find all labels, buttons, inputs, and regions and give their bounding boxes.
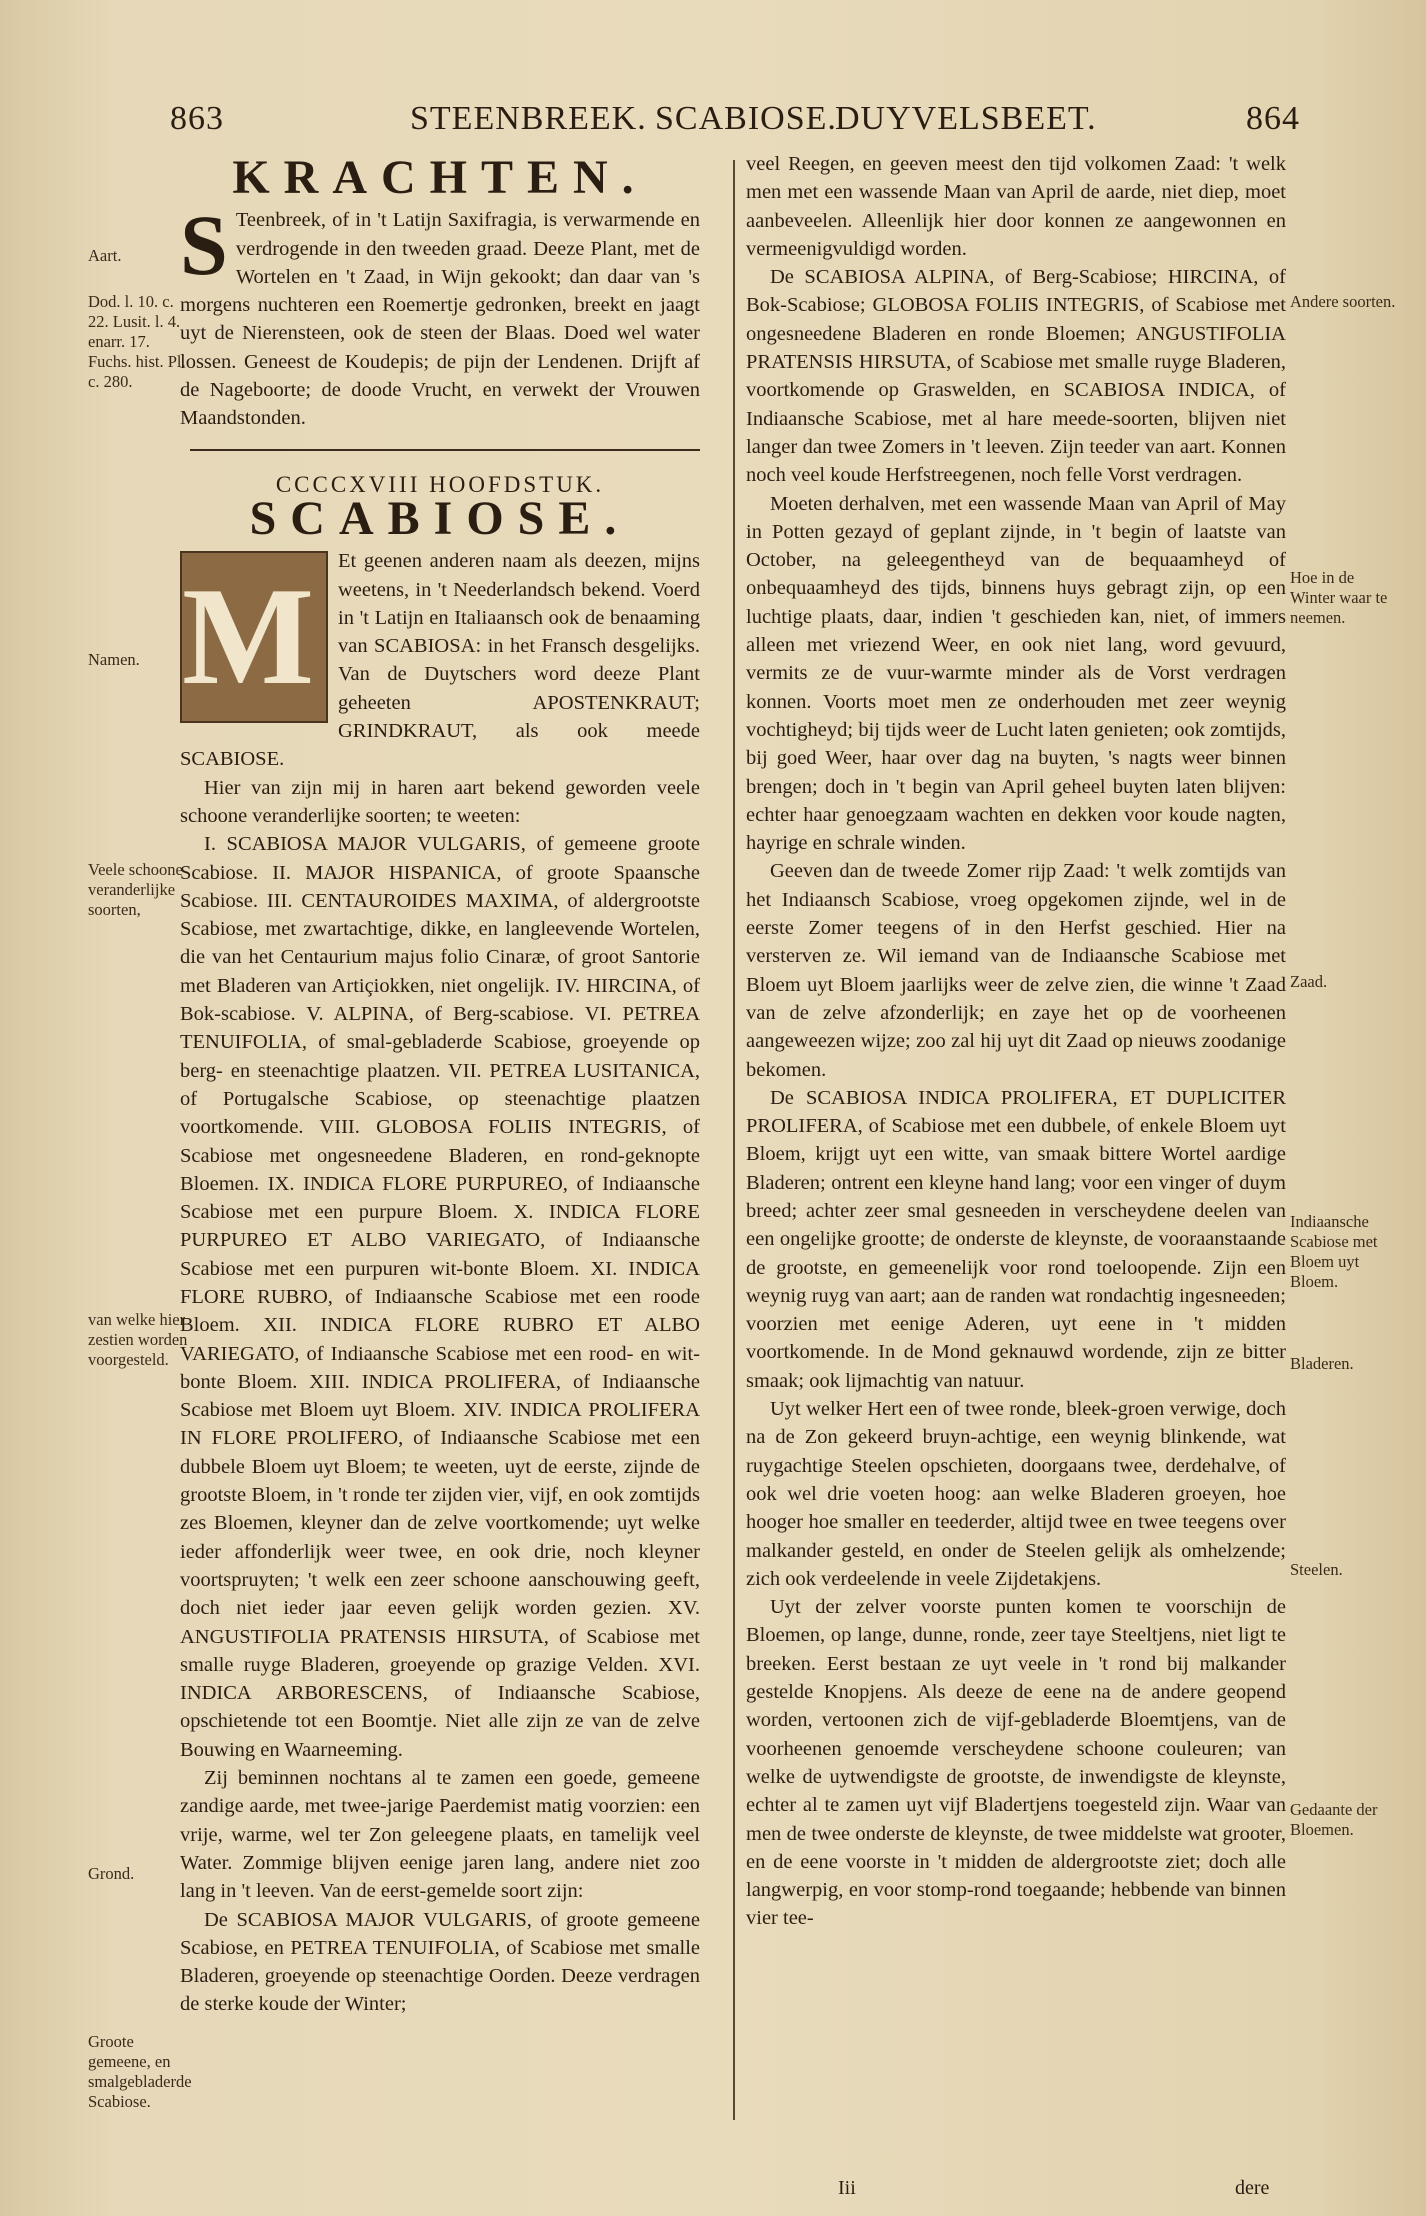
margin-note-van-welke: van welke hier zestien worden voorgesteld. <box>88 1310 188 1369</box>
margin-note-groote-gemeene: Groote gemeene, en smalgebladerde Scabiose. <box>88 2032 192 2111</box>
margin-note-hoe-in-de-winter: Hoe in de Winter waar te neemen. <box>1290 568 1388 627</box>
margin-note-zaad: Zaad. <box>1290 972 1328 991</box>
margin-note-aart: Aart. <box>88 246 122 265</box>
scabiose-paragraph-grond: Zij beminnen nochtans al te zamen een goede, gemeene zandige aarde, met twee-jarige Paerdemist matig voorzien: een vrije, warme, wel ter Zon geleegene plaats, en tamelijk veel Water. Zommige blijven eenige jaren lang, andere niet zoo lang in 't leeven. Van de eerst-gemelde soort zijn: <box>180 1767 700 1903</box>
krachten-heading: KRACHTEN. <box>232 151 648 204</box>
left-column <box>180 151 700 2019</box>
header-title-scabiose: SCABIOSE. <box>655 100 837 137</box>
running-header <box>170 100 1300 150</box>
margin-note-references: Dod. l. 10. c. 22. Lusit. l. 4. enarr. 17. Fuchs. hist. Pl. c. 280. <box>88 292 186 391</box>
scabiose-species-list: I. SCABIOSA MAJOR VULGARIS, of gemeene groote Scabiose. II. MAJOR HISPANICA, of groote Spaansche Scabiose. III. CENTAUROIDES MAXIMA, of aldergrootste Scabiose, met zwartachtige, dikke, en langleevende Wortelen, die van het Centaurium majus folio Cinaræ, of groot Santorie met Bladeren van Artiçiokken, niet ongelijk. IV. HIRCINA, of Bok-scabiose. V. ALPINA, of Berg-scabiose. VI. PETREA TENUIFOLIA, of smal-gebladerde Scabiose, groeyende op berg- en steenachtige plaatzen. VII. PETREA LUSITANICA, of Portugalsche Scabiose, op steenachtige plaatzen voortkomende. VIII. GLOBOSA FOLIIS INTEGRIS, of Scabiose met ongesneedene Bladeren, en rond-geknopte Bloemen. IX. INDICA FLORE PURPUREO, of Indiaansche Scabiose met een purpure Bloem. X. INDICA FLORE PURPUREO ET ALBO VARIEGATO, of Indiaansche Scabiose met een purpuren wit-bonte Bloem. XI. INDICA FLORE RUBRO, of Indiaansche Scabiose met een roode Bloem. XII. INDICA FLORE RUBRO ET ALBO VARIEGATO, of Indiaansche Scabiose met een rood- en wit-bonte Bloem. XIII. INDICA PROLIFERA, of Indiaansche Scabiose met Bloem uyt Bloem. XIV. INDICA PROLIFERA IN FLORE PROLIFERO, of Indiaansche Scabiose met een dubbele Bloem uyt Bloem; te weeten, uyt de eerste, zijnde de grootste Bloem, in 't ronde ter zijden vier, vijf, en ook zomtijds zes Bloemen, kleyner dan de zelve voortkomende; uyt welke ieder affonderlijk weer twee, en ook drie, noch kleyner voortspruyten; 't welk een zeer schoone aanschouwing geeft, doch niet ieder jaar eeven gelijk worden gezien. XV. ANGUSTIFOLIA PRATENSIS HIRSUTA, of Scabiose met smalle ruyge Bladeren, groeyende op grazige Velden. XVI. INDICA ARBORESCENS, of Indiaansche Scabiose, opschietende tot een Boomtje. Niet alle zijn ze van de zelve Bouwing en Waarneeming. <box>180 833 700 1761</box>
right-paragraph-2: De SCABIOSA ALPINA, of Berg-Scabiose; HIRCINA, of Bok-Scabiose; GLOBOSA FOLIIS INTEGRIS, of Scabiose met ongesneedene Bladeren en ronde Bloemen; ANGUSTIFOLIA PRATENSIS HIRSUTA, of Scabiose met smalle ruyge Bladeren, voortkomende op Graswelden, en SCABIOSA INDICA, of Indiaansche Scabiose, met al hare meede-soorten, blijven niet langer dan twee Zomers in 't leeven. Zijn teeder van aart. Konnen noch veel koude Herfstreegenen, noch felle Vorst verdragen. <box>746 266 1286 487</box>
scabiose-heading: SCABIOSE. <box>249 491 631 545</box>
right-paragraph-6: Uyt welker Hert een of twee ronde, bleek-groen verwige, doch na de Zon gekeerd bruyn-achtige, een weynig blinkende, wat ruygachtige Steelen opschieten, doorgaans twee, derdehalve, of ook wel drie voeten hoog: aan welke Bladeren groeyen, hoe hooger hoe smaller en teederder, altijd twee en twee teegens over malkander gesteld, en onder de Steelen gelijk als omhelzende; zich ook verdeelende in veele Zijdetakjens. <box>746 1398 1286 1590</box>
right-paragraph-1: veel Reegen, en geeven meest den tijd volkomen Zaad: 't welk men met een wassende Maan van April de aarde, niet diep, moet aanbeveelen. Alleenlijk hier door konnen ze aangewonnen en vermeenigvuldigd worden. <box>746 153 1286 260</box>
column-divider <box>733 160 735 2120</box>
right-paragraph-7: Uyt der zelver voorste punten komen te voorschijn de Bloemen, op lange, dunne, ronde, zeer taye Steeltjens, niet ligt te breeken. Eerst bestaan ze uyt veele in 't rond bij malkander gestelde Knopjens. Als deeze de eene na de andere geopend worden, vertoonen zich de vijf-gebladerde Bloemtjens, van de voorheenen genoemde verscheydene schoone couleuren; van welke de uytwendigste de grootste, de inwendigste de kleynste, echter al te zamen uyt vijf Bladertjens toegesteld zijn. Waar van men de twee onderste de kleynste, de twee middelste wat grooter, en de eene voorste in 't midden de aldergrootste ziet; doch alle langwerpig, en voor stomp-rond toegaande; hebbende van binnen vier tee- <box>746 1596 1286 1930</box>
ornamental-initial-m: M <box>180 551 328 723</box>
right-paragraph-5: De SCABIOSA INDICA PROLIFERA, ET DUPLICITER PROLIFERA, of Scabiose met een dubbele, of enkele Bloem uyt Bloem, krijgt uyt een witte, van smaak bittere Wortel aardige Bladeren; ontrent een kleyne hand lang; voor een vinger of duym breed; achter zeer smal gesneeden in verscheydene deelen van een ongelijke grootte; de onderste de kleynste, de vooraanstaande de grootste, en gemeenelijk voor rond toeloopende. Zijn een weynig ruyg van aart; aan de randen wat rondachtig ingesneeden; voorzien met eenige Aderen, uyt eene in 't midden voortkomende. In de Mond geknauwd wordende, zijn ze bitter smaak; ook lijmachtig van natuur. <box>746 1086 1286 1392</box>
right-paragraph-4: Geeven dan de tweede Zomer rijp Zaad: 't welk zomtijds van het Indiaansch Scabiose, vroeg opgekomen zijnde, wel in de eerste Zomer teegens of in den Herfst geschied. Hier na versterven ze. Wil iemand van de Indiaansche Scabiose met Bloem uyt Bloem jaarlijks weer de zelve zien, die winne 't Zaad van de zelve afzonderlijk; en zaye het op de voorheenen aangeweezen wijze; zoo zal hij uyt dit Zaad op nieuws zoodanige bekomen. <box>746 860 1286 1081</box>
scabiose-intro-text: Et geenen anderen naam als deezen, mijns weetens, in 't Neederlandsch bekend. Voerd in 't Latijn en Italiaansch ook de benaaming van SCABIOSA: in het Fransch desgelijks. Van de Duytschers word deeze Plant geheeten APOSTENKRAUT; GRINDKRAUT, als ook meede SCABIOSE. <box>180 550 700 771</box>
scabiose-paragraph-groote: De SCABIOSA MAJOR VULGARIS, of groote gemeene Scabiose, en PETREA TENUIFOLIA, of Scabiose met smalle Bladeren, groeyende op steenachtige Oorden. Deeze verdragen de sterke koude der Winter; <box>180 1908 700 2016</box>
krachten-dropcap: S <box>180 197 228 294</box>
margin-note-indiaansche: Indiaansche Scabiose met Bloem uyt Bloem. <box>1290 1212 1378 1291</box>
right-column <box>746 150 1286 1933</box>
signature-mark: Iii <box>838 2177 856 2199</box>
krachten-paragraph <box>180 197 700 432</box>
header-title-steenbreek: STEENBREEK. <box>410 100 647 137</box>
margin-note-steelen: Steelen. <box>1290 1560 1343 1579</box>
margin-note-gedaante: Gedaante der Bloemen. <box>1290 1800 1378 1839</box>
margin-note-grond: Grond. <box>88 1864 135 1883</box>
catchword: dere <box>1235 2177 1270 2199</box>
margin-note-namen: Namen. <box>88 650 140 669</box>
header-title-duyvelsbeet: DUYVELSBEET. <box>835 100 1097 137</box>
scabiose-paragraph-2: Hier van zijn mij in haren aart bekend geworden veele schoone veranderlijke soorten; te weeten: <box>180 776 700 827</box>
krachten-text: Teenbreek, of in 't Latijn Saxifragia, is verwarmende en verdrogende in den tweeden graad. Deeze Plant, met de Wortelen en 't Zaad, in Wijn gekookt; dan daar van 's morgens nuchteren een Roemertje gedronken, breekt en jaagt uyt de Nierensteen, ook de steen der Blaas. Doed wel water lossen. Geneest de Koudepis; de pijn der Lendenen. Drijft af de Nageboorte; de doode Vrucht, en verwekt der Vrouwen Maandstonden. <box>180 209 700 430</box>
page-number-right: 864 <box>1246 100 1300 137</box>
margin-note-andere-soorten: Andere soorten. <box>1290 292 1396 311</box>
margin-note-veele-soorten: Veele schoone veranderlijke soorten, <box>88 860 183 919</box>
chapter-heading: CCCCXVIII HOOFDSTUK. <box>275 471 605 497</box>
page-number-left: 863 <box>170 100 224 137</box>
section-rule <box>190 449 700 451</box>
right-paragraph-3: Moeten derhalven, met een wassende Maan van April of May in Potten gezayd of geplant zijnde, in 't begin of laatste van October, na geleegentheyd van de bequaamheyd of onbequaamheyd des tijds, binnens huys gebragt zijn, op een luchtige plaats, daar, indien 't geschieden kan, niet, of immers alleen met vriezend Weer, en ook niet lang, word gevuurd, vermits ze de vuur-warmte minder als de Vorst verdragen konnen. Voorts moet men ze onderhouden met zeer weynig vochtigheyd; bij tijds weer de Lucht laten genieten; ook zomtijds, bij goed Weer, haar over dag na buyten, 's nagts weer binnen brengen; doch in 't begin van April geheel buyten laten blijven: echter haar genoegzaam wachten en dekken voor koude nagten, hayrige en schrale winden. <box>746 492 1286 855</box>
scabiose-intro-paragraph <box>180 547 700 773</box>
margin-note-bladeren: Bladeren. <box>1290 1354 1354 1373</box>
